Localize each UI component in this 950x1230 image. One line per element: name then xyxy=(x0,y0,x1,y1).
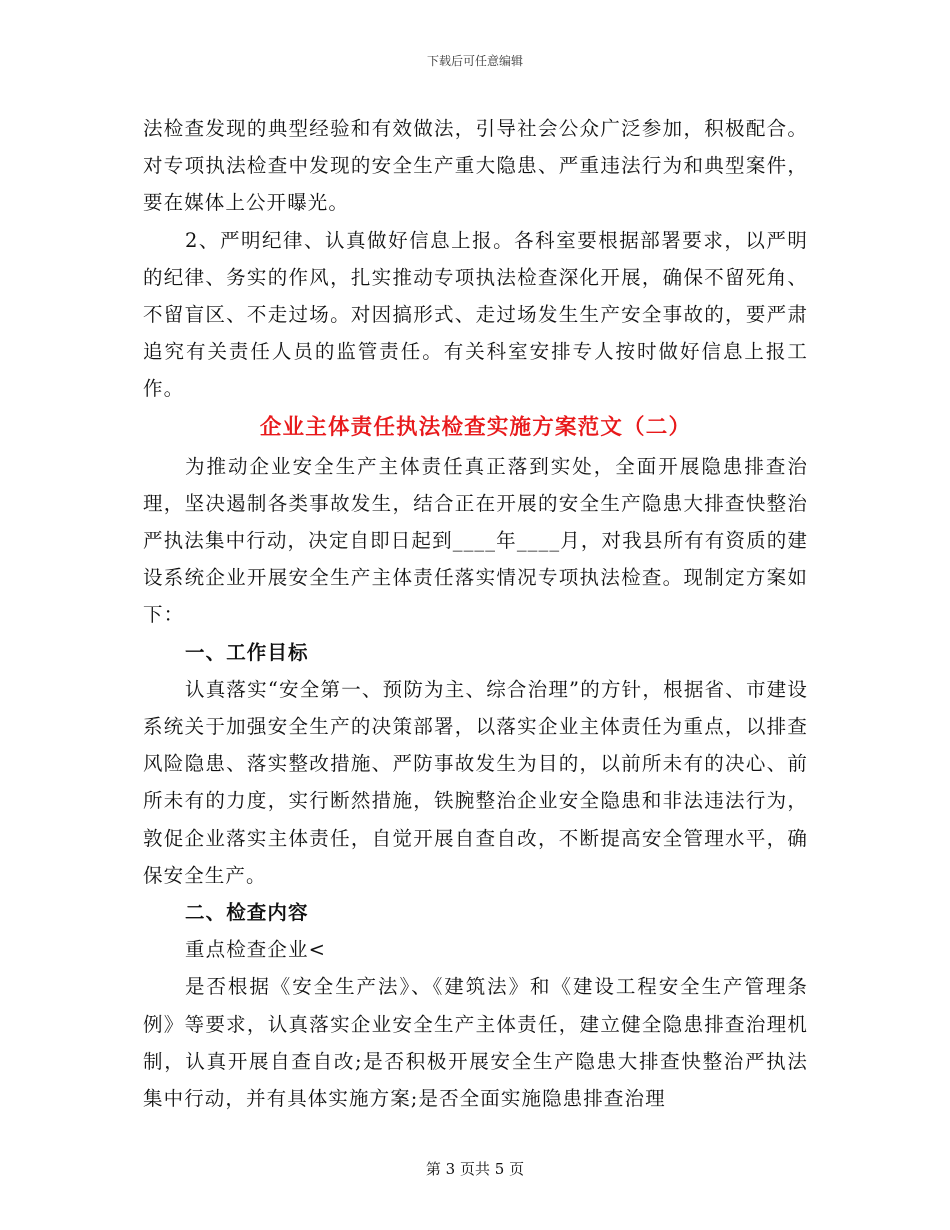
paragraph-intro: 为推动企业安全生产主体责任真正落到实处，全面开展隐患排查治理，坚决遏制各类事故发生，结合正在开展的安全生产隐患大排查快整治严执法集中行动，决定自即日起到____年____月，对我县所有有资质的建设系统企业开展安全生产主体责任落实情况专项执法检查。现制定方案如下： xyxy=(143,454,808,627)
paragraph-check-content: 是否根据《安全生产法》、《建筑法》和《建设工程安全生产管理条例》等要求，认真落实企业安全生产主体责任，建立健全隐患排查治理机制，认真开展自查自改;是否积极开展安全生产隐患大排查快整治严执法集中行动，并有具体实施方案;是否全面实施隐患排查治理 xyxy=(143,975,808,1111)
page-footer: 第 3 页共 5 页 xyxy=(425,1160,525,1178)
paragraph-work-goal: 认真落实“安全第一、预防为主、综合治理”的方针，根据省、市建设系统关于加强安全生产的决策部署，以落实企业主体责任为重点，以排查风险隐患、落实整改措施、严防事故发生为目的，以前所未有的决心、前所未有的力度，实行断然措施，铁腕整治企业安全隐患和非法违法行为，敦促企业落实主体责任，自觉开展自查自改，不断提高安全管理水平，确保安全生产。 xyxy=(143,677,808,887)
paragraph-discipline: 2、严明纪律、认真做好信息上报。各科室要根据部署要求，以严明的纪律、务实的作风，扎实推动专项执法检查深化开展，确保不留死角、不留盲区、不走过场。对因搞形式、走过场发生生产安全事故的，要严肃追究有关责任人员的监管责任。有关科室安排专人按时做好信息上报工作。 xyxy=(143,228,808,401)
page-header: 下载后可任意编辑 xyxy=(426,54,523,68)
subheading-key-check: 重点检查企业< xyxy=(185,938,327,962)
heading-work-goal: 一、工作目标 xyxy=(185,640,309,664)
heading-check-content: 二、检查内容 xyxy=(185,901,309,925)
section-title: 企业主体责任执法检查实施方案范文（二） xyxy=(259,414,692,440)
document-body xyxy=(143,110,808,1117)
paragraph-continued: 法检查发现的典型经验和有效做法，引导社会公众广泛参加，积极配合。对专项执法检查中发现的安全生产重大隐患、严重违法行为和典型案件，要在媒体上公开曝光。 xyxy=(143,117,808,215)
